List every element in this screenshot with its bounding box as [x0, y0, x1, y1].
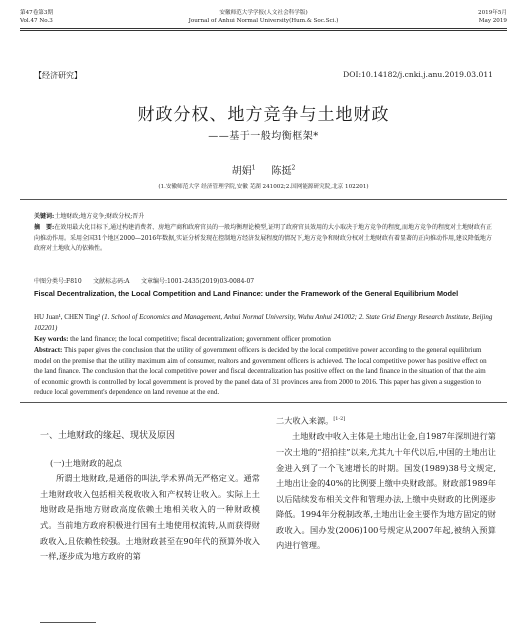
- body-paragraph: 所谓土地财政,是通俗的叫法,学术界尚无严格定义。通常土地财政收入包括相关税收收入和产权转让收入。实际上土地财政是指地方财政高度依赖土地相关收入的一种财政模式。当前地方政府积极进行国有土地使用权流转,从而获得财政收入,且依赖性较强。土地财政甚至在90年代的预算外收入一样,逐步成为地方政府的第: [40, 473, 260, 562]
- author-2: 陈挺: [271, 166, 292, 177]
- body-line: 二大收入来源。[1-2]: [276, 415, 346, 426]
- keywords-cn: 关键词:土地财政;地方竞争;财政分权;晋升: [34, 213, 145, 220]
- header-rule: [20, 28, 507, 29]
- authors: 胡娟$^1$ 陈挺$^2$: [231, 164, 296, 177]
- paper-title: 财政分权、地方竞争与土地财政: [137, 105, 390, 125]
- english-authors: HU Juan¹, CHEN Ting² (1. School of Economics and Management, Anhui Normal University, Wuhu Anhui 241002; 2. State Grid Energy Research Institute, Beijing 102201): [34, 313, 493, 332]
- header-rule-thin: [20, 30, 507, 31]
- doi: DOI:10.14182/j.cnki.j.anu.2019.03.011: [343, 70, 493, 79]
- header-right: 2019年5月 May 2019: [478, 10, 507, 24]
- subsection-heading: (一)土地财政的起点: [50, 457, 122, 468]
- citation-ref: [1-2]: [333, 416, 346, 422]
- section-heading: 一、土地财政的缘起、现状及原因: [40, 431, 176, 441]
- author-1: 胡娟: [231, 166, 252, 177]
- body-paragraph: 土地财政中收入主体是土地出让金,自1987年深圳进行第一次土地的“招拍挂”以来,尤其九十年代以后,中国的土地出让金进入到了一个飞速增长的时期。国发(1989)38号文规定,土地出让金的40%的比例要上缴中央财政部。财政部1989年以后陆续发布相关文件和管理办法,上缴中央财政的比例逐步降低。1994年分税制改革,土地出让金主要作为地方固定的财政收入。国办发(2006)100号规定从2007年起,被纳入预算内进行管理。: [276, 431, 496, 551]
- summary-cn: 摘 要:在效用最大化目标下,通过构建消费者、房地产商和政府官员的一般均衡理论模型,证明了政府官员效用的大小取决于地方竞争的程度,而地方竞争的程度对土地财政有正向推动作用。采用全国31个地区2000—2016年数据,实证分析发现在控制地方经济发展程度的情况下,地方竞争和财政分权对土地财政有着显著的正向推动作用,建议降低地方政府对土地收入的依赖性。: [34, 224, 492, 253]
- english-abstract: Abstract: This paper gives the conclusion that the utility of government officers is decided by the local competitive power according to the general equilibrium model on the premise that the utility maximum aim of consumer, realtors and government officers is achieved. The local competitive power has positive effect on the land finance. The conclusion that the local competitive power and fiscal decentralization has positive effect on the land finance in the situation of that the aim of economic growth is controlled by local government is proved by the panel data of 31 provinces area from 2000 to 2016. This paper has given a suggestion to reduce local government's dependence on land revenue at the end.: [34, 346, 487, 397]
- english-title: Fiscal Decentralization, the Local Competition and Land Finance: under the Framework of the General Equilibrium Model: [34, 289, 459, 298]
- classification-cn: 中图分类号:F810 文献标志码:A 文章编号:1001-2435(2019)03-0084-07: [34, 278, 255, 285]
- affiliation: (1.安徽师范大学 经济管理学院,安徽 芜湖 241002;2.国网能源研究院,北京 102201): [158, 184, 369, 190]
- header-left: 第47卷第3期 Vol.47 No.3: [20, 10, 54, 24]
- english-keywords: Key words: the land finance; the local competitive; fiscal decentralization; government officer promotion: [34, 335, 331, 343]
- body-column-left: [40, 412, 260, 565]
- body-column-right: [276, 412, 496, 554]
- header-center: 安徽师范大学学报(人文社会科学版) Journal of Anhui Normal University(Hum.& Soc.Sci.): [188, 10, 339, 24]
- footnote-rule: [40, 622, 96, 623]
- section-tag: 【经济研究】: [34, 71, 82, 80]
- paper-subtitle: ——基于一般均衡框架*: [208, 131, 319, 142]
